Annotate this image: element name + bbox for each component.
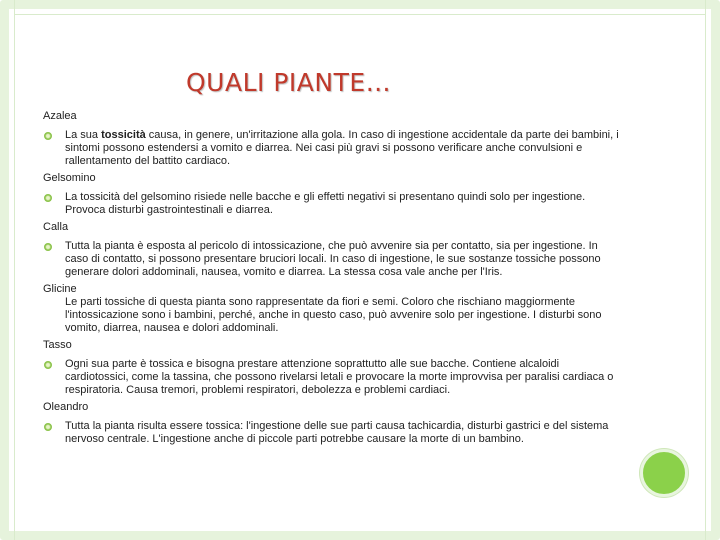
frame-line-right <box>705 0 706 540</box>
bullet-icon <box>44 243 52 251</box>
heading-calla: Calla <box>43 221 69 233</box>
slide-content <box>43 110 623 446</box>
heading-gelsomino: Gelsomino <box>43 172 96 184</box>
heading-glicine: Glicine <box>43 283 77 295</box>
list-item-glicine: Le parti tossiche di questa pianta sono rappresentate da fiori e semi. Coloro che rischiano maggiormente l'intossicazione sono i bambini, perché, anche in questo caso, può avvenire solo per ingestione. I disturbi sono vomito, diarrea, nausea e dolori addominali. <box>65 296 602 334</box>
heading-tasso: Tasso <box>43 339 72 351</box>
frame-line-top <box>14 14 706 15</box>
bullet-icon <box>44 423 52 431</box>
bullet-icon <box>44 194 52 202</box>
heading-azalea: Azalea <box>43 110 77 122</box>
bullet-icon <box>44 361 52 369</box>
heading-oleandro: Oleandro <box>43 401 89 413</box>
list-item-gelsomino: La tossicità del gelsomino risiede nelle bacche e gli effetti negativi si presentano quindi solo per ingestione. Provoca disturbi gastrointestinali e diarrea. <box>43 191 623 217</box>
frame-line-left <box>14 0 15 540</box>
slide-title: QUALI PIANTE… <box>186 68 392 97</box>
decorative-circle <box>640 449 688 497</box>
list-item-oleandro: Tutta la pianta risulta essere tossica: l'ingestione delle sue parti causa tachicardia, disturbi gastrici e del sistema nervoso centrale. L'ingestione anche di piccole parti potrebbe causare la morte di un bambino. <box>43 420 623 446</box>
list-item-calla: Tutta la pianta è esposta al pericolo di intossicazione, che può avvenire sia per contatto, sia per ingestione. In caso di contatto, si possono presentare bruciori locali. In caso di ingestione, le sue sostanze tossiche possono generare dolori addominali, nausea, vomito e diarrea. La stessa cosa vale anche per l'Iris. <box>43 240 623 279</box>
list-item-tasso: Ogni sua parte è tossica e bisogna prestare attenzione soprattutto alle sue bacche. Contiene alcaloidi cardiotossici, come la tassina, che possono rivelarsi letali e provocare la morte improvvisa per paralisi cardiaca o respiratoria. Causa tremori, problemi respiratori, debolezza e problemi cardiaci. <box>43 358 623 397</box>
bullet-icon <box>44 132 52 140</box>
list-item-azalea: La sua tossicità causa, in genere, un'irritazione alla gola. In caso di ingestione accidentale da parte dei bambini, i sintomi possono estendersi a vomito e diarrea. Nei casi più gravi si possono verificare anche convulsioni e rallentamento del battito cardiaco. <box>43 129 623 168</box>
